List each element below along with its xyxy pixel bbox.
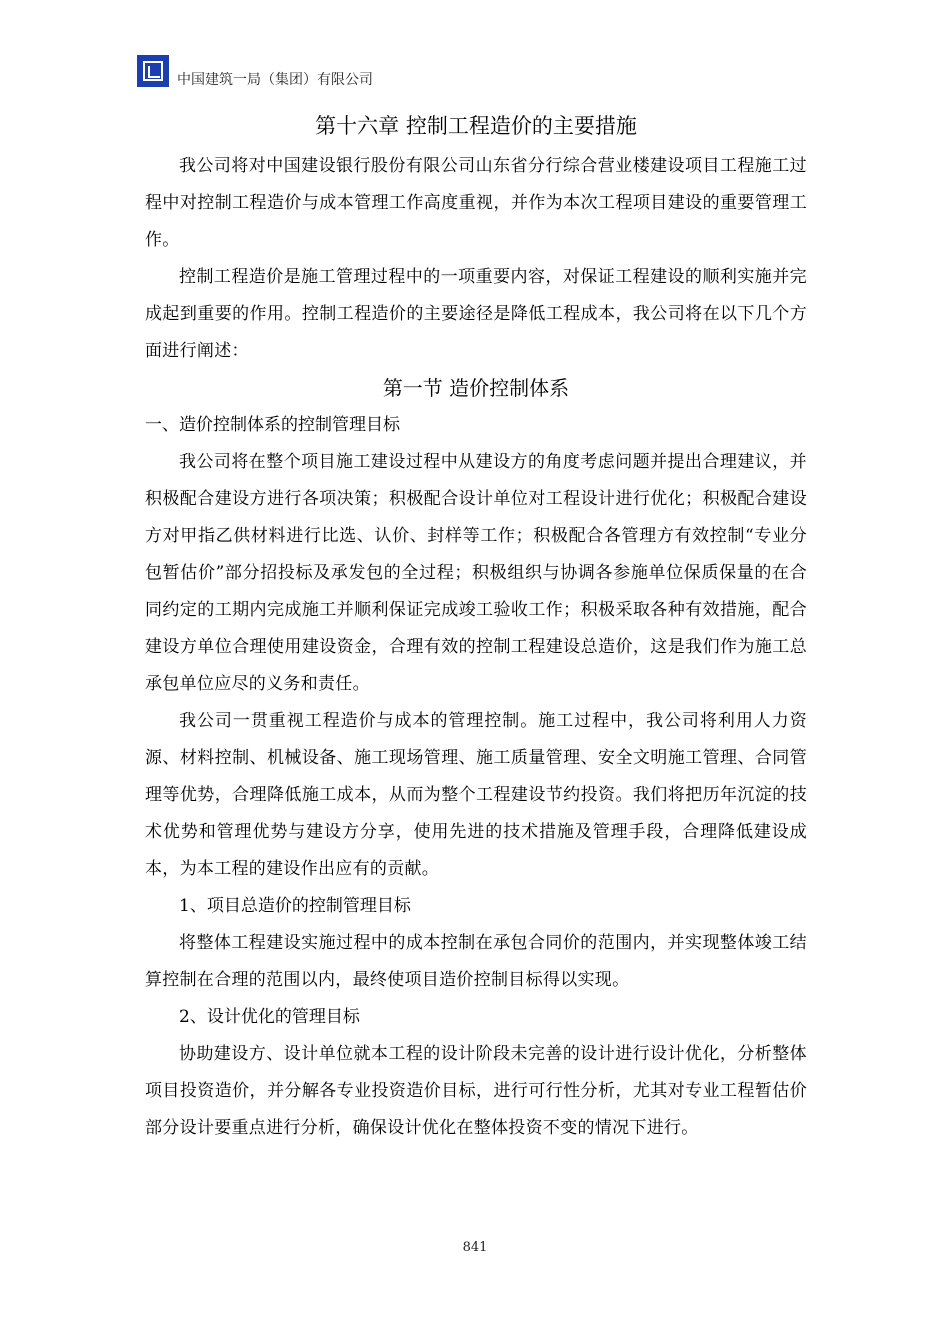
page-header [137,55,817,95]
body-paragraph-2: 我公司一贯重视工程造价与成本的管理控制。施工过程中，我公司将利用人力资源、材料控制、机械设备、施工现场管理、施工质量管理、安全文明施工管理、合同管理等优势，合理降低施工成本，从而为整个工程建设节约投资。我们将把历年沉淀的技术优势和管理优势与建设方分享，使用先进的技术措施及管理手段，合理降低建设成本，为本工程的建设作出应有的贡献。 [145,711,807,879]
company-logo-icon [137,55,169,87]
document-body [145,108,807,1147]
chapter-title: 第十六章 控制工程造价的主要措施 [315,114,637,138]
item2-text: 协助建设方、设计单位就本工程的设计阶段未完善的设计进行设计优化，分析整体项目投资造价，并分解各专业投资造价目标，进行可行性分析，尤其对专业工程暂估价部分设计要重点进行分析，确保设计优化在整体投资不变的情况下进行。 [145,1044,807,1138]
page-number: 841 [462,1240,488,1255]
subsection-title: 一、造价控制体系的控制管理目标 [145,415,400,435]
item1-heading: 1、项目总造价的控制管理目标 [179,896,411,916]
company-name: 中国建筑一局（集团）有限公司 [177,72,373,88]
intro-paragraph-2: 控制工程造价是施工管理过程中的一项重要内容，对保证工程建设的顺利实施并完成起到重要的作用。控制工程造价的主要途径是降低工程成本，我公司将在以下几个方面进行阐述： [145,267,807,361]
item2-heading: 2、设计优化的管理目标 [179,1007,360,1027]
item1-text: 将整体工程建设实施过程中的成本控制在承包合同价的范围内，并实现整体竣工结算控制在合理的范围以内，最终使项目造价控制目标得以实现。 [145,933,807,990]
section-title: 第一节 造价控制体系 [382,376,570,400]
body-paragraph-1: 我公司将在整个项目施工建设过程中从建设方的角度考虑问题并提出合理建议，并积极配合建设方进行各项决策；积极配合设计单位对工程设计进行优化；积极配合建设方对甲指乙供材料进行比选、认价、封样等工作；积极配合各管理方有效控制“专业分包暂估价”部分招投标及承发包的全过程；积极组织与协调各参施单位保质保量的在合同约定的工期内完成施工并顺利保证完成竣工验收工作；积极采取各种有效措施，配合建设方单位合理使用建设资金，合理有效的控制工程建设总造价，这是我们作为施工总承包单位应尽的义务和责任。 [145,452,807,694]
intro-paragraph-1: 我公司将对中国建设银行股份有限公司山东省分行综合营业楼建设项目工程施工过程中对控制工程造价与成本管理工作高度重视，并作为本次工程项目建设的重要管理工作。 [145,156,807,250]
